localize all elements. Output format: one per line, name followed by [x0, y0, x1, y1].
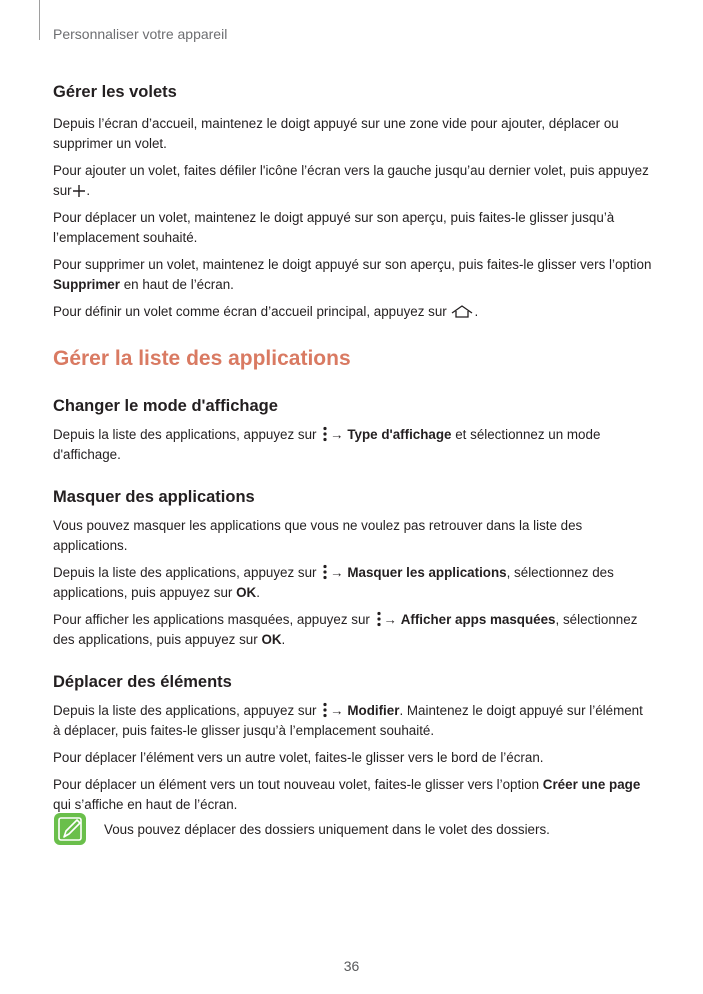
note-box: [53, 812, 653, 848]
text: Pour déplacer un élément vers un tout nouveau volet, faites-le glisser vers l’option: [53, 777, 540, 792]
text: . Maintenez le doigt appuyé sur l’élément à déplacer, puis faites-le glisser jusqu’à l’emplacement souhaité.: [53, 703, 643, 738]
page-header-title: Personnaliser votre appareil: [53, 26, 228, 42]
arrow: →: [330, 703, 344, 718]
option-label-modifier: Modifier: [347, 703, 400, 718]
option-label-afficher-apps: Afficher apps masquées: [400, 612, 556, 627]
main-content: [53, 80, 653, 822]
text: , sélectionnez des applications, puis appuyez sur: [53, 612, 638, 647]
section-heading-apps: Gérer la liste des applications: [53, 347, 351, 370]
text: .: [474, 304, 479, 319]
header-rule: [39, 0, 40, 40]
option-label-ok: OK: [236, 585, 257, 600]
note-text: Vous pouvez déplacer des dossiers uniquement dans le volet des dossiers.: [104, 822, 550, 837]
text: en haut de l’écran.: [123, 277, 234, 292]
paragraph: [53, 516, 653, 556]
text: .: [86, 183, 91, 198]
paragraph: [53, 161, 653, 201]
text: Pour déplacer l’élément vers un autre volet, faites-le glisser vers le bord de l’écran.: [53, 750, 544, 765]
text: Depuis la liste des applications, appuyez sur: [53, 703, 317, 718]
text: Pour afficher les applications masquées, appuyez sur: [53, 612, 370, 627]
more-options-icon: [322, 564, 328, 580]
paragraph: [53, 208, 653, 248]
text: .: [281, 632, 286, 647]
text: .: [256, 585, 260, 600]
text: Vous pouvez masquer les applications que vous ne voulez pas retrouver dans la liste des applications.: [53, 518, 583, 553]
page-number: 36: [343, 958, 360, 974]
option-label-creer-page: Créer une page: [542, 777, 641, 792]
more-options-icon: [322, 702, 328, 718]
paragraph: [53, 610, 653, 650]
text: , sélectionnez des applications, puis appuyez sur: [53, 565, 614, 600]
add-icon: [72, 184, 86, 198]
text: Pour déplacer un volet, maintenez le doigt appuyé sur son aperçu, puis faites-le glisser jusqu’à l’emplacement souhaité.: [53, 210, 615, 245]
more-options-icon: [322, 426, 328, 442]
option-label-supprimer: Supprimer: [53, 277, 120, 292]
paragraph: [53, 748, 653, 768]
paragraph: [53, 425, 653, 465]
text: Depuis l’écran d’accueil, maintenez le doigt appuyé sur une zone vide pour ajouter, déplacer ou supprimer un volet.: [53, 116, 619, 151]
paragraph: [53, 114, 653, 154]
paragraph: [53, 701, 653, 741]
paragraph: [53, 302, 653, 322]
arrow: →: [383, 612, 397, 627]
text: Pour ajouter un volet, faites défiler l'icône l’écran vers la gauche jusqu’au dernier volet, puis appuyez sur: [53, 163, 649, 198]
paragraph: [53, 775, 653, 815]
heading-changer-mode: Changer le mode d'affichage: [53, 397, 278, 415]
text: Pour supprimer un volet, maintenez le doigt appuyé sur son aperçu, puis faites-le glisser vers l’option: [53, 257, 652, 272]
option-label-masquer-apps: Masquer les applications: [347, 565, 507, 580]
heading-gerer-volets: Gérer les volets: [53, 83, 177, 101]
note-icon: [53, 812, 87, 846]
heading-deplacer-elements: Déplacer des éléments: [53, 673, 232, 691]
home-icon: [450, 304, 474, 319]
text: Pour définir un volet comme écran d’accueil principal, appuyez sur: [53, 304, 447, 319]
heading-masquer-apps: Masquer des applications: [53, 488, 255, 506]
more-options-icon: [376, 611, 382, 627]
text: Depuis la liste des applications, appuyez sur: [53, 565, 317, 580]
option-label-ok: OK: [261, 632, 282, 647]
arrow: →: [330, 565, 344, 580]
paragraph: [53, 255, 653, 295]
text: Depuis la liste des applications, appuyez sur: [53, 427, 317, 442]
paragraph: [53, 563, 653, 603]
text: et sélectionnez un mode d'affichage.: [53, 427, 601, 462]
option-label-type-affichage: Type d'affichage: [347, 427, 452, 442]
arrow: →: [330, 427, 344, 442]
text: qui s’affiche en haut de l’écran.: [53, 797, 238, 812]
